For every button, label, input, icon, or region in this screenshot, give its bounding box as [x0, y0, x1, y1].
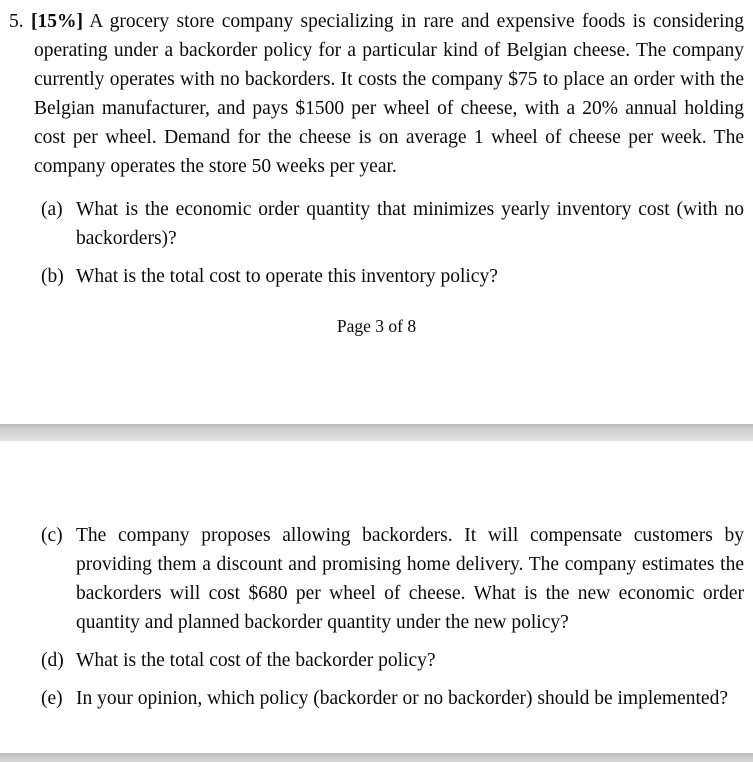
subitem-d — [41, 646, 744, 675]
subitem-a-label: (a) — [41, 199, 63, 220]
subitem-e — [41, 684, 744, 713]
problem-weight: [15%] — [30, 11, 83, 32]
subitem-c-label: (c) — [41, 525, 63, 546]
page-break-separator-bottom — [0, 753, 753, 762]
subitem-d-label: (d) — [41, 650, 64, 671]
problem-statement — [9, 7, 744, 181]
subitem-b-label: (b) — [41, 266, 64, 287]
problem-subitems-page-3 — [9, 195, 744, 291]
subitem-e-label: (e) — [41, 688, 63, 709]
problem-subitems-page-4 — [9, 521, 744, 713]
document-page-4 — [0, 441, 753, 753]
subitem-e-text: In your opinion, which policy (backorder or no backorder) should be implemented? — [76, 688, 728, 709]
problem-text: A grocery store company specializing in rare and expensive foods is considering operating under a backorder policy for a particular kind of Belgian cheese. The company currently operates with no backorders. It costs the company $75 to place an order with the Belgian manufacturer, and pays $1500 per wheel of cheese, with a 20% annual holding cost per wheel. Demand for the cheese is on average 1 wheel of cheese per week. The company operates the store 50 weeks per year. — [34, 11, 744, 177]
subitem-c — [41, 521, 744, 637]
page-break-separator — [0, 424, 753, 441]
subitem-d-text: What is the total cost of the backorder policy? — [76, 650, 436, 671]
page-number-footer: Page 3 of 8 — [336, 316, 417, 336]
subitem-c-text: The company proposes allowing backorders. It will compensate customers by providing them a discount and promising home delivery. The company estimates the backorders will cost $680 per wheel of cheese. What is the new economic order quantity and planned backorder quantity under the new policy? — [76, 525, 744, 633]
problem-number: 5. — [9, 11, 24, 32]
subitem-b-text: What is the total cost to operate this inventory policy? — [76, 266, 498, 287]
subitem-b — [41, 262, 744, 291]
subitem-a-text: What is the economic order quantity that minimizes yearly inventory cost (with no backorders)? — [76, 199, 744, 249]
subitem-a — [41, 195, 744, 253]
